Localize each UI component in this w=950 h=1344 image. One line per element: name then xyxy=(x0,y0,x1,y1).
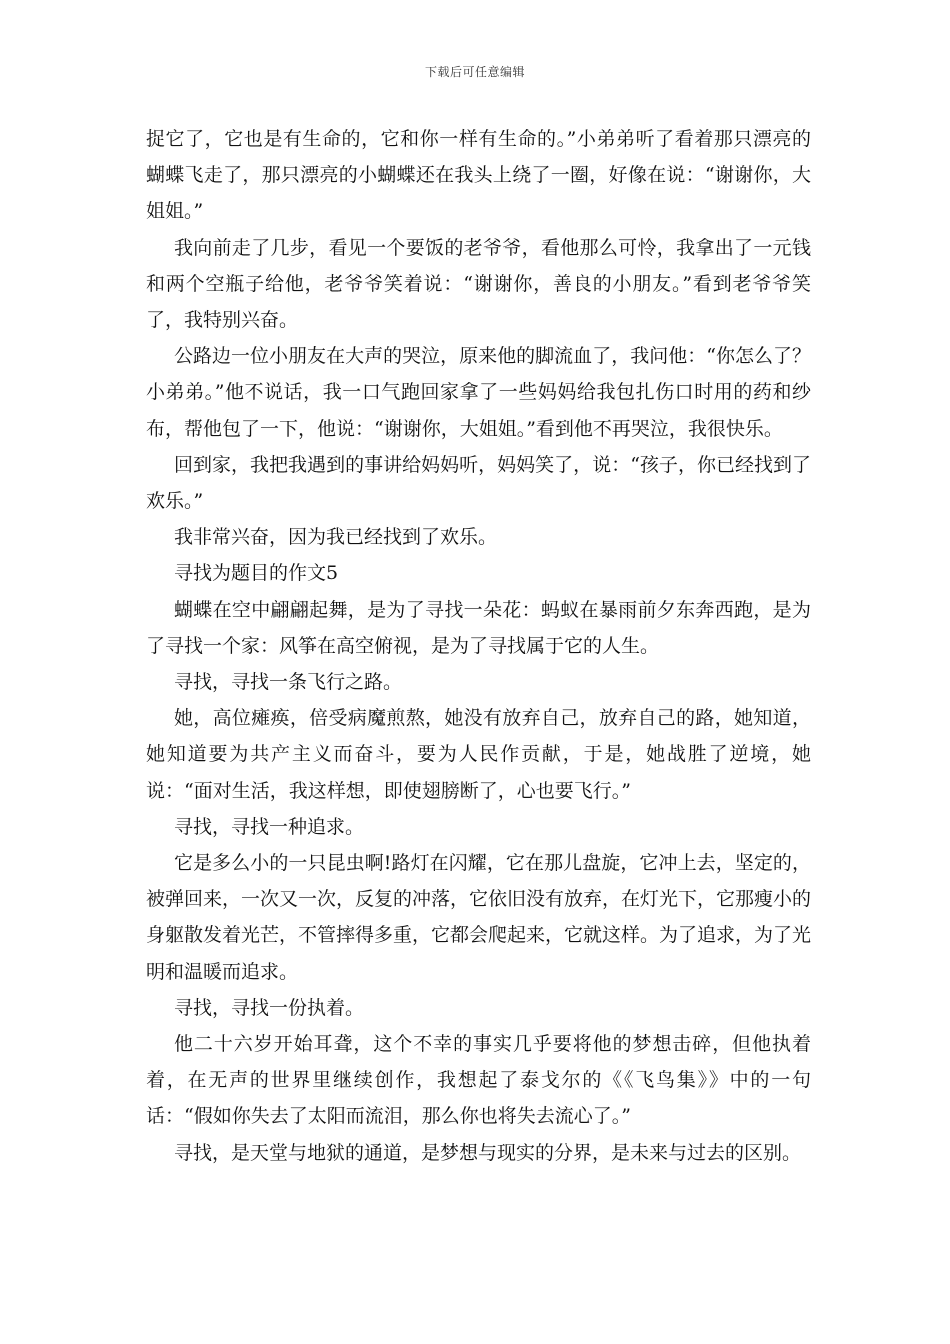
document-body xyxy=(146,121,811,1171)
paragraph: 他二十六岁开始耳聋，这个不幸的事实几乎要将他的梦想击碎，但他执着着，在无声的世界里继续创作，我想起了泰戈尔的《《飞鸟集》》中的一句话：“假如你失去了太阳而流泪，那么你也将失去流心了。” xyxy=(146,1033,811,1128)
paragraph: 捉它了，它也是有生命的，它和你一样有生命的。”小弟弟听了看着那只漂亮的蝴蝶飞走了，那只漂亮的小蝴蝶还在我头上绕了一圈，好像在说：“谢谢你，大姐姐。” xyxy=(146,128,811,223)
paragraph: 她，高位瘫痪，倍受病魔煎熬，她没有放弃自己，放弃自己的路，她知道，她知道要为共产主义而奋斗，要为人民作贡献，于是，她战胜了逆境，她说：“面对生活，我这样想，即使翅膀断了，心也要飞行。” xyxy=(146,707,811,802)
paragraph: 蝴蝶在空中翩翩起舞，是为了寻找一朵花：蚂蚁在暴雨前夕东奔西跑，是为了寻找一个家：风筝在高空俯视，是为了寻找属于它的人生。 xyxy=(146,598,811,657)
page-header: 下载后可任意编辑 xyxy=(424,65,525,79)
paragraph: 寻找，寻找一种追求。 xyxy=(174,815,365,838)
paragraph: 回到家，我把我遇到的事讲给妈妈听，妈妈笑了，说：“孩子，你已经找到了欢乐。” xyxy=(146,453,811,513)
paragraph: 寻找，寻找一条飞行之路。 xyxy=(174,671,403,694)
paragraph: 我非常兴奋，因为我已经找到了欢乐。 xyxy=(174,526,498,549)
paragraph: 我向前走了几步，看见一个要饭的老爷爷，看他那么可怜，我拿出了一元钱和两个空瓶子给他，老爷爷笑着说：“谢谢你，善良的小朋友。”看到老爷爷笑了，我特别兴奋。 xyxy=(146,236,811,332)
paragraph: 寻找，是天堂与地狱的通道，是梦想与现实的分界，是未来与过去的区别。 xyxy=(174,1141,802,1164)
section-heading: 寻找为题目的作文5 xyxy=(174,562,339,585)
paragraph: 它是多么小的一只昆虫啊!路灯在闪耀，它在那儿盘旋，它冲上去，坚定的，被弹回来，一次又一次，反复的冲落，它依旧没有放弃，在灯光下，它那瘦小的身躯散发着光芒，不管摔得多重，它都会爬起来，它就这样。为了追求，为了光明和温暖而追求。 xyxy=(146,852,812,983)
paragraph: 公路边一位小朋友在大声的哭泣，原来他的脚流血了，我问他：“你怎么了？小弟弟。”他不说话，我一口气跑回家拿了一些妈妈给我包扎伤口时用的药和纱布，帮他包了一下，他说：“谢谢你，大姐姐。”看到他不再哭泣，我很快乐。 xyxy=(146,345,811,440)
paragraph: 寻找，寻找一份执着。 xyxy=(174,996,365,1019)
